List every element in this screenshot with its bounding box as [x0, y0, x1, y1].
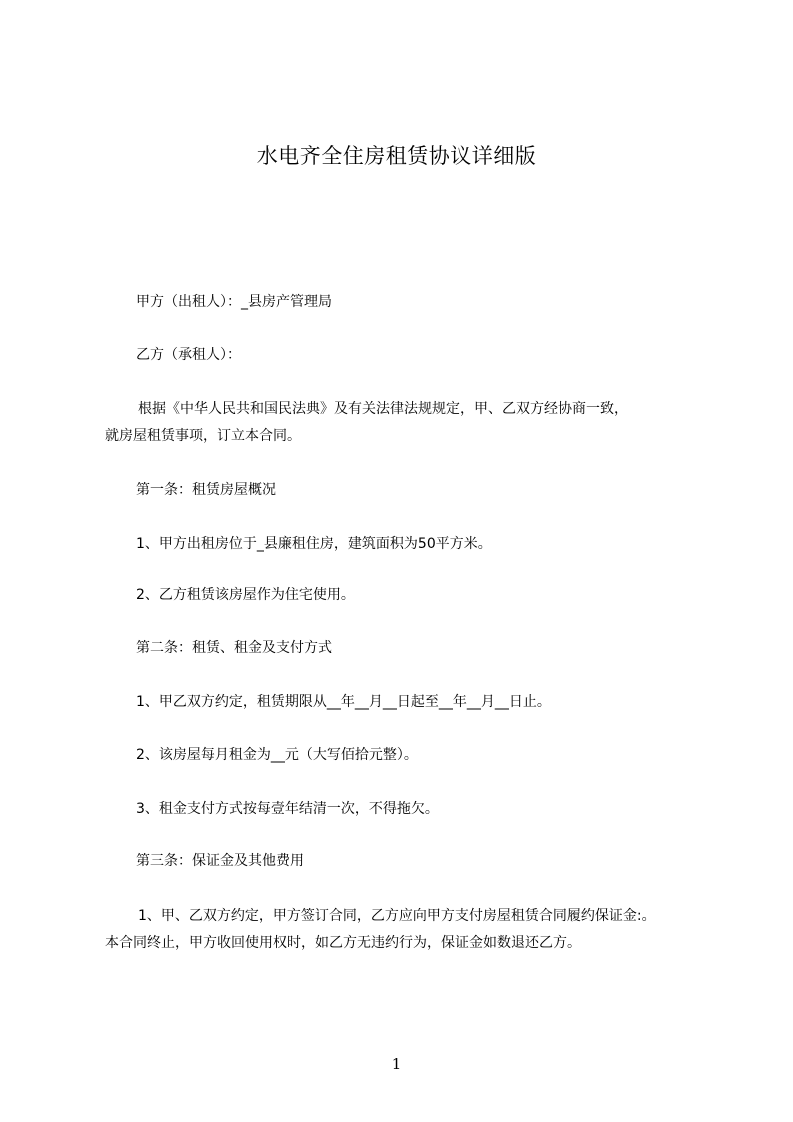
- article-2-heading: 第二条：租赁、租金及支付方式: [136, 640, 332, 656]
- article-1-heading: 第一条：租赁房屋概况: [136, 482, 276, 498]
- article-3-item-1-line-1: 1、甲、乙双方约定，甲方签订合同，乙方应向甲方支付房屋租赁合同履约保证金:。: [138, 908, 656, 924]
- document-title: 水电齐全住房租赁协议详细版: [256, 144, 537, 168]
- article-3-heading: 第三条：保证金及其他费用: [136, 853, 304, 869]
- page-number: 1: [391, 1055, 402, 1073]
- article-1-item-2: 2、乙方租赁该房屋作为住宅使用。: [136, 587, 355, 603]
- article-2-item-2: 2、该房屋每月租金为__元（大写佰拾元整）。: [136, 747, 418, 763]
- preamble-line-1: 根据《中华人民共和国民法典》及有关法律法规规定，甲、乙双方经协商一致，: [138, 401, 628, 417]
- article-2-item-3: 3、租金支付方式按每壹年结清一次，不得拖欠。: [136, 801, 439, 817]
- article-1-item-1: 1、甲方出租房位于_县廉租住房，建筑面积为50平方米。: [136, 536, 492, 552]
- article-3-item-1-line-2: 本合同终止，甲方收回使用权时，如乙方无违约行为，保证金如数退还乙方。: [105, 935, 581, 951]
- party-b-line: 乙方（承租人）：: [136, 347, 241, 363]
- article-2-item-1: 1、甲乙双方约定，租赁期限从__年__月__日起至__年__月__日止。: [136, 694, 551, 710]
- party-a-line: 甲方（出租人）：_县房产管理局: [136, 294, 332, 310]
- preamble-line-2: 就房屋租赁事项，订立本合同。: [105, 428, 301, 444]
